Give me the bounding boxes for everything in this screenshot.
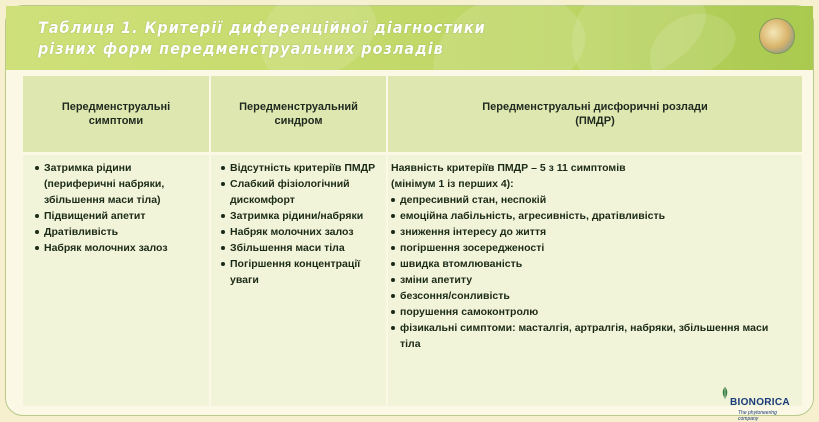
header-line: Передменструальний [239,101,358,113]
list-item: Набряк молочних залоз [35,240,203,256]
list-item: зміни апетиту [391,272,791,288]
list-item: Погіршення концентрації уваги [221,256,381,288]
list-item: Дратівливість [35,224,203,240]
header-cell [211,76,386,152]
list-item: Відсутність критеріїв ПМДР [221,160,381,176]
header-cell [23,76,209,152]
header-line: (ПМДР) [575,115,615,127]
header-divider [23,152,802,155]
column-divider [386,76,388,406]
brand-tagline: The phytoneering company [738,410,777,422]
col2-list [221,160,381,288]
list-item: Затримка рідини/набряки [221,208,381,224]
header-line: симптоми [88,115,144,127]
col1-list [35,160,203,256]
header-line: Передменструальні дисфоричні розлади [482,101,708,113]
brand-logo [718,386,798,422]
header-line: Передменструальні [61,101,171,113]
list-item: фізикальні симптоми: масталгія, артралгія, набряки, збільшення маси тіла [391,320,791,352]
list-item: Збільшення маси тіла [221,240,381,256]
brand-name: BIONORICA [730,397,790,408]
list-item: швидка втомлюваність [391,256,791,272]
col3-intro-line: Наявність критеріїв ПМДР – 5 з 11 симптомів [391,162,626,174]
list-item: Слабкий фізіологічний дискомфорт [221,176,381,208]
col3-intro [391,160,791,192]
list-item: порушення самоконтролю [391,304,791,320]
list-item: Набряк молочних залоз [221,224,381,240]
col3-intro-line: (мінімум 1 із перших 4): [391,178,514,190]
header-cell [388,76,802,152]
document-frame [5,5,814,422]
list-item: погіршення зосередженості [391,240,791,256]
corner-image [759,18,795,54]
criteria-table [23,76,802,406]
list-item: Затримка рідини (периферичні набряки, збільшення маси тіла) [35,160,203,208]
list-item: депресивний стан, неспокій [391,192,791,208]
header-line: синдром [274,115,323,127]
list-item: емоційна лабільність, агресивність, дратівливість [391,208,791,224]
list-item: зниження інтересу до життя [391,224,791,240]
list-item: безсоння/сонливість [391,288,791,304]
column-divider [209,76,211,406]
col3-list [391,192,791,352]
table-title: Таблиця 1. Критерії диференційної діагностики різних форм передменструальних розладів [38,18,486,58]
list-item: Підвищений апетит [35,208,203,224]
